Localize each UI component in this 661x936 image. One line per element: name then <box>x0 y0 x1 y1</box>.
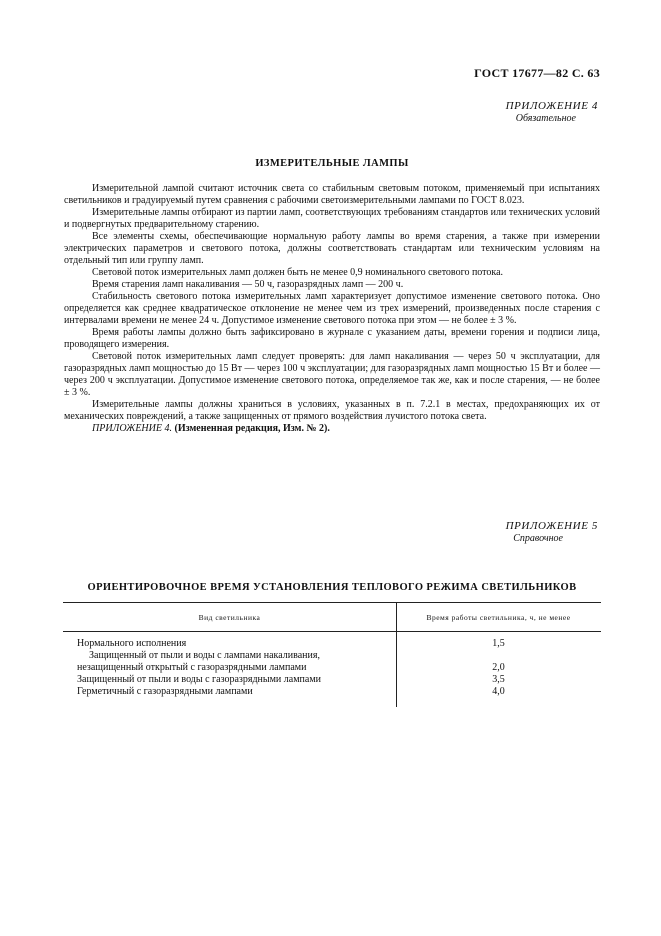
row-time: 4,0 <box>492 686 505 697</box>
appendix-5-heading: ОРИЕНТИРОВОЧНОЕ ВРЕМЯ УСТАНОВЛЕНИЯ ТЕПЛОВОГО РЕЖИМА СВЕТИЛЬНИКОВ <box>87 582 577 593</box>
appendix-5-title: ПРИЛОЖЕНИЕ 5 <box>505 520 598 532</box>
paragraph: Стабильность светового потока измерительных ламп характеризует допустимое изменение светового потока. Оно определяется как среднее квадратическое отклонение не менее чем из трех измерений, произведенных после старения с интервалами времени не менее 24 ч. Допустимое изменение светового потока при этом — не более ± 3 %. <box>64 291 600 326</box>
column-header-time: Время работы светильника, ч, не менее <box>426 612 571 622</box>
row-time: 2,0 <box>492 662 505 673</box>
amendment-ref: ПРИЛОЖЕНИЕ 4. <box>92 423 172 434</box>
paragraph: Измерительные лампы должны храниться в условиях, указанных в п. 7.2.1 в местах, предохраняющих их от механических повреждений, а также защищенных от прямого воздействия лучистого потока света. <box>64 399 600 422</box>
appendix-4-body <box>64 183 600 435</box>
warmup-time-table <box>63 602 601 697</box>
column-header-type: Вид светильника <box>198 612 261 622</box>
row-time: 1,5 <box>492 638 505 649</box>
row-type: Защищенный от пыли и воды с газоразрядными лампами <box>77 674 322 685</box>
paragraph: Измерительные лампы отбирают из партии ламп, соответствующих требованиям стандартов или технических условий и подвергнутых предварительному старению. <box>64 207 600 230</box>
row-time: 3,5 <box>492 674 505 685</box>
paragraph: Световой поток измерительных ламп следует проверять: для ламп накаливания — через 50 ч эксплуатации, для газоразрядных ламп мощностью до 15 Вт — через 100 ч эксплуатации; для газоразрядных ламп мощностью 15 Вт и более — через 200 ч эксплуатации. Допустимое изменение светового потока, определяемое так же, как и после старения, — не более ± 3 %. <box>64 351 600 398</box>
appendix-4-title: ПРИЛОЖЕНИЕ 4 <box>505 100 598 112</box>
appendix-4-heading: ИЗМЕРИТЕЛЬНЫЕ ЛАМПЫ <box>255 158 409 169</box>
paragraph: Световой поток измерительных ламп должен быть не менее 0,9 номинального светового потока. <box>92 267 504 278</box>
table-header <box>63 602 601 632</box>
amendment-text: (Измененная редакция, Изм. № 2). <box>174 423 330 434</box>
row-type: Герметичный с газоразрядными лампами <box>77 686 253 697</box>
appendix-4-subtitle: Обязательное <box>515 113 576 124</box>
paragraph: Время старения ламп накаливания — 50 ч, газоразрядных ламп — 200 ч. <box>92 279 404 290</box>
row-type: Нормального исполнения <box>77 638 187 649</box>
amendment-note <box>64 423 600 435</box>
paragraph: Время работы лампы должно быть зафиксировано в журнале с указанием даты, времени горения и подписи лица, проводящего измерения. <box>64 327 600 350</box>
paragraph: Измерительной лампой считают источник света со стабильным световым потоком, применяемый при испытаниях светильников и градуируемый путем сравнения с рабочими светоизмерительными лампами по ГОСТ 8.023. <box>64 183 600 206</box>
appendix-5-subtitle: Справочное <box>513 533 563 544</box>
paragraph: Все элементы схемы, обеспечивающие нормальную работу лампы во время старения, а также при измерении электрических параметров и светового потока, должны соответствовать стандартам или техническим условиям на отдельный тип или группу ламп. <box>64 231 600 266</box>
page-header: ГОСТ 17677—82 С. 63 <box>474 66 600 80</box>
row-type: Защищенный от пыли и воды с лампами накаливания, незащищенный открытый с газоразрядными лампами <box>77 650 320 673</box>
